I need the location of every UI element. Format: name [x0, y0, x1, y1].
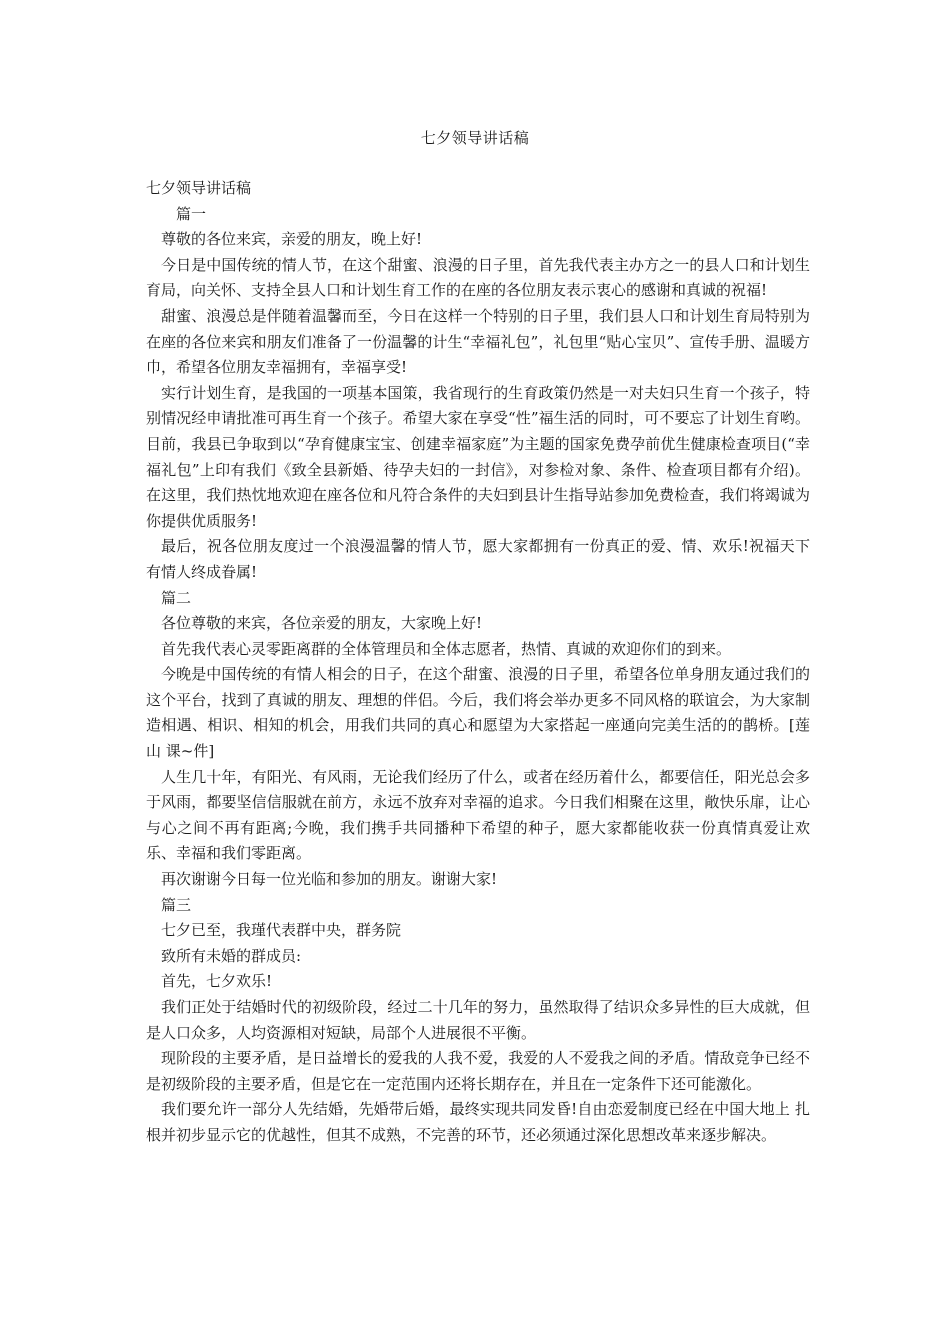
- paragraph: 今晚是中国传统的有情人相会的日子，在这个甜蜜、浪漫的日子里，希望各位单身朋友通过我们的这个平台，找到了真诚的朋友、理想的伴侣。今后，我们将会举办更多不同风格的联谊会，为大家制造相遇、相识、相知的机会，用我们共同的真心和愿望为大家搭起一座通向完美生活的的鹊桥。[莲山 课~件]: [146, 665, 810, 761]
- paragraph: 各位尊敬的来宾，各位亲爱的朋友，大家晚上好!: [161, 614, 483, 633]
- paragraph: 人生几十年，有阳光、有风雨，无论我们经历了什么，或者在经历着什么，都要信任，阳光总会多于风雨，都要坚信信服就在前方，永远不放弃对幸福的追求。今日我们相聚在这里，敞快乐扉，让心与心之间不再有距离;今晚，我们携手共同播种下希望的种子，愿大家都能收获一份真情真爱让欢乐、幸福和我们零距离。: [146, 767, 810, 863]
- document-body: [146, 176, 810, 1149]
- paragraph: 再次谢谢今日每一位光临和参加的朋友。谢谢大家!: [161, 870, 498, 889]
- section-heading-2: 篇二: [161, 588, 192, 607]
- paragraph: 我们要允许一部分人先结婚，先婚带后婚，最终实现共同发昏!自由恋爱制度已经在中国大地上 扎根并初步显示它的优越性，但其不成熟，不完善的环节，还必须通过深化思想改革来逐步解决。: [146, 1100, 810, 1144]
- section-heading-1: 篇一: [176, 204, 207, 223]
- paragraph: 实行计划生育，是我国的一项基本国策，我省现行的生育政策仍然是一对夫妇只生育一个孩子，特别情况经申请批准可再生育一个孩子。希望大家在享受“性”福生活的同时，可不要忘了计划生育哟。目前，我县已争取到以“孕育健康宝宝、创建幸福家庭”为主题的国家免费孕前优生健康检查项目(“幸福礼包”上印有我们《致全县新婚、待孕夫妇的一封信》，对参检对象、条件、检查项目都有介绍)。在这里，我们热忱地欢迎在座各位和凡符合条件的夫妇到县计生指导站参加免费检查，我们将竭诚为你提供优质服务!: [146, 383, 810, 530]
- document-title: 七夕领导讲话稿: [420, 129, 530, 147]
- paragraph: 首先，七夕欢乐!: [161, 972, 273, 991]
- paragraph: 致所有未婚的群成员:: [161, 946, 302, 965]
- paragraph: 首先我代表心灵零距离群的全体管理员和全体志愿者，热情、真诚的欢迎你们的到来。: [161, 639, 732, 658]
- paragraph: 最后，祝各位朋友度过一个浪漫温馨的情人节，愿大家都拥有一份真正的爱、情、欢乐!祝福天下有情人终成眷属!: [146, 537, 810, 581]
- paragraph: 甜蜜、浪漫总是伴随着温馨而至，今日在这样一个特别的日子里，我们县人口和计划生育局特别为在座的各位来宾和朋友们准备了一份温馨的计生“幸福礼包”，礼包里“贴心宝贝”、宣传手册、温暖方巾，希望各位朋友幸福拥有，幸福享受!: [146, 306, 810, 377]
- paragraph: 现阶段的主要矛盾，是日益增长的爱我的人我不爱，我爱的人不爱我之间的矛盾。情敌竞争已经不是初级阶段的主要矛盾，但是它在一定范围内还将长期存在，并且在一定条件下还可能激化。: [146, 1049, 810, 1093]
- section-heading-3: 篇三: [161, 895, 192, 914]
- paragraph: 我们正处于结婚时代的初级阶段，经过二十几年的努力，虽然取得了结识众多异性的巨大成就，但是人口众多，人均资源相对短缺，局部个人进展很不平衡。: [146, 998, 810, 1042]
- document-subtitle: 七夕领导讲话稿: [146, 179, 252, 197]
- paragraph: 尊敬的各位来宾，亲爱的朋友，晚上好!: [161, 230, 423, 249]
- paragraph: 七夕已至，我瑾代表群中央，群务院: [161, 921, 402, 940]
- paragraph: 今日是中国传统的情人节，在这个甜蜜、浪漫的日子里，首先我代表主办方之一的县人口和计划生育局，向关怀、支持全县人口和计划生育工作的在座的各位朋友表示衷心的感谢和真诚的祝福!: [146, 255, 810, 300]
